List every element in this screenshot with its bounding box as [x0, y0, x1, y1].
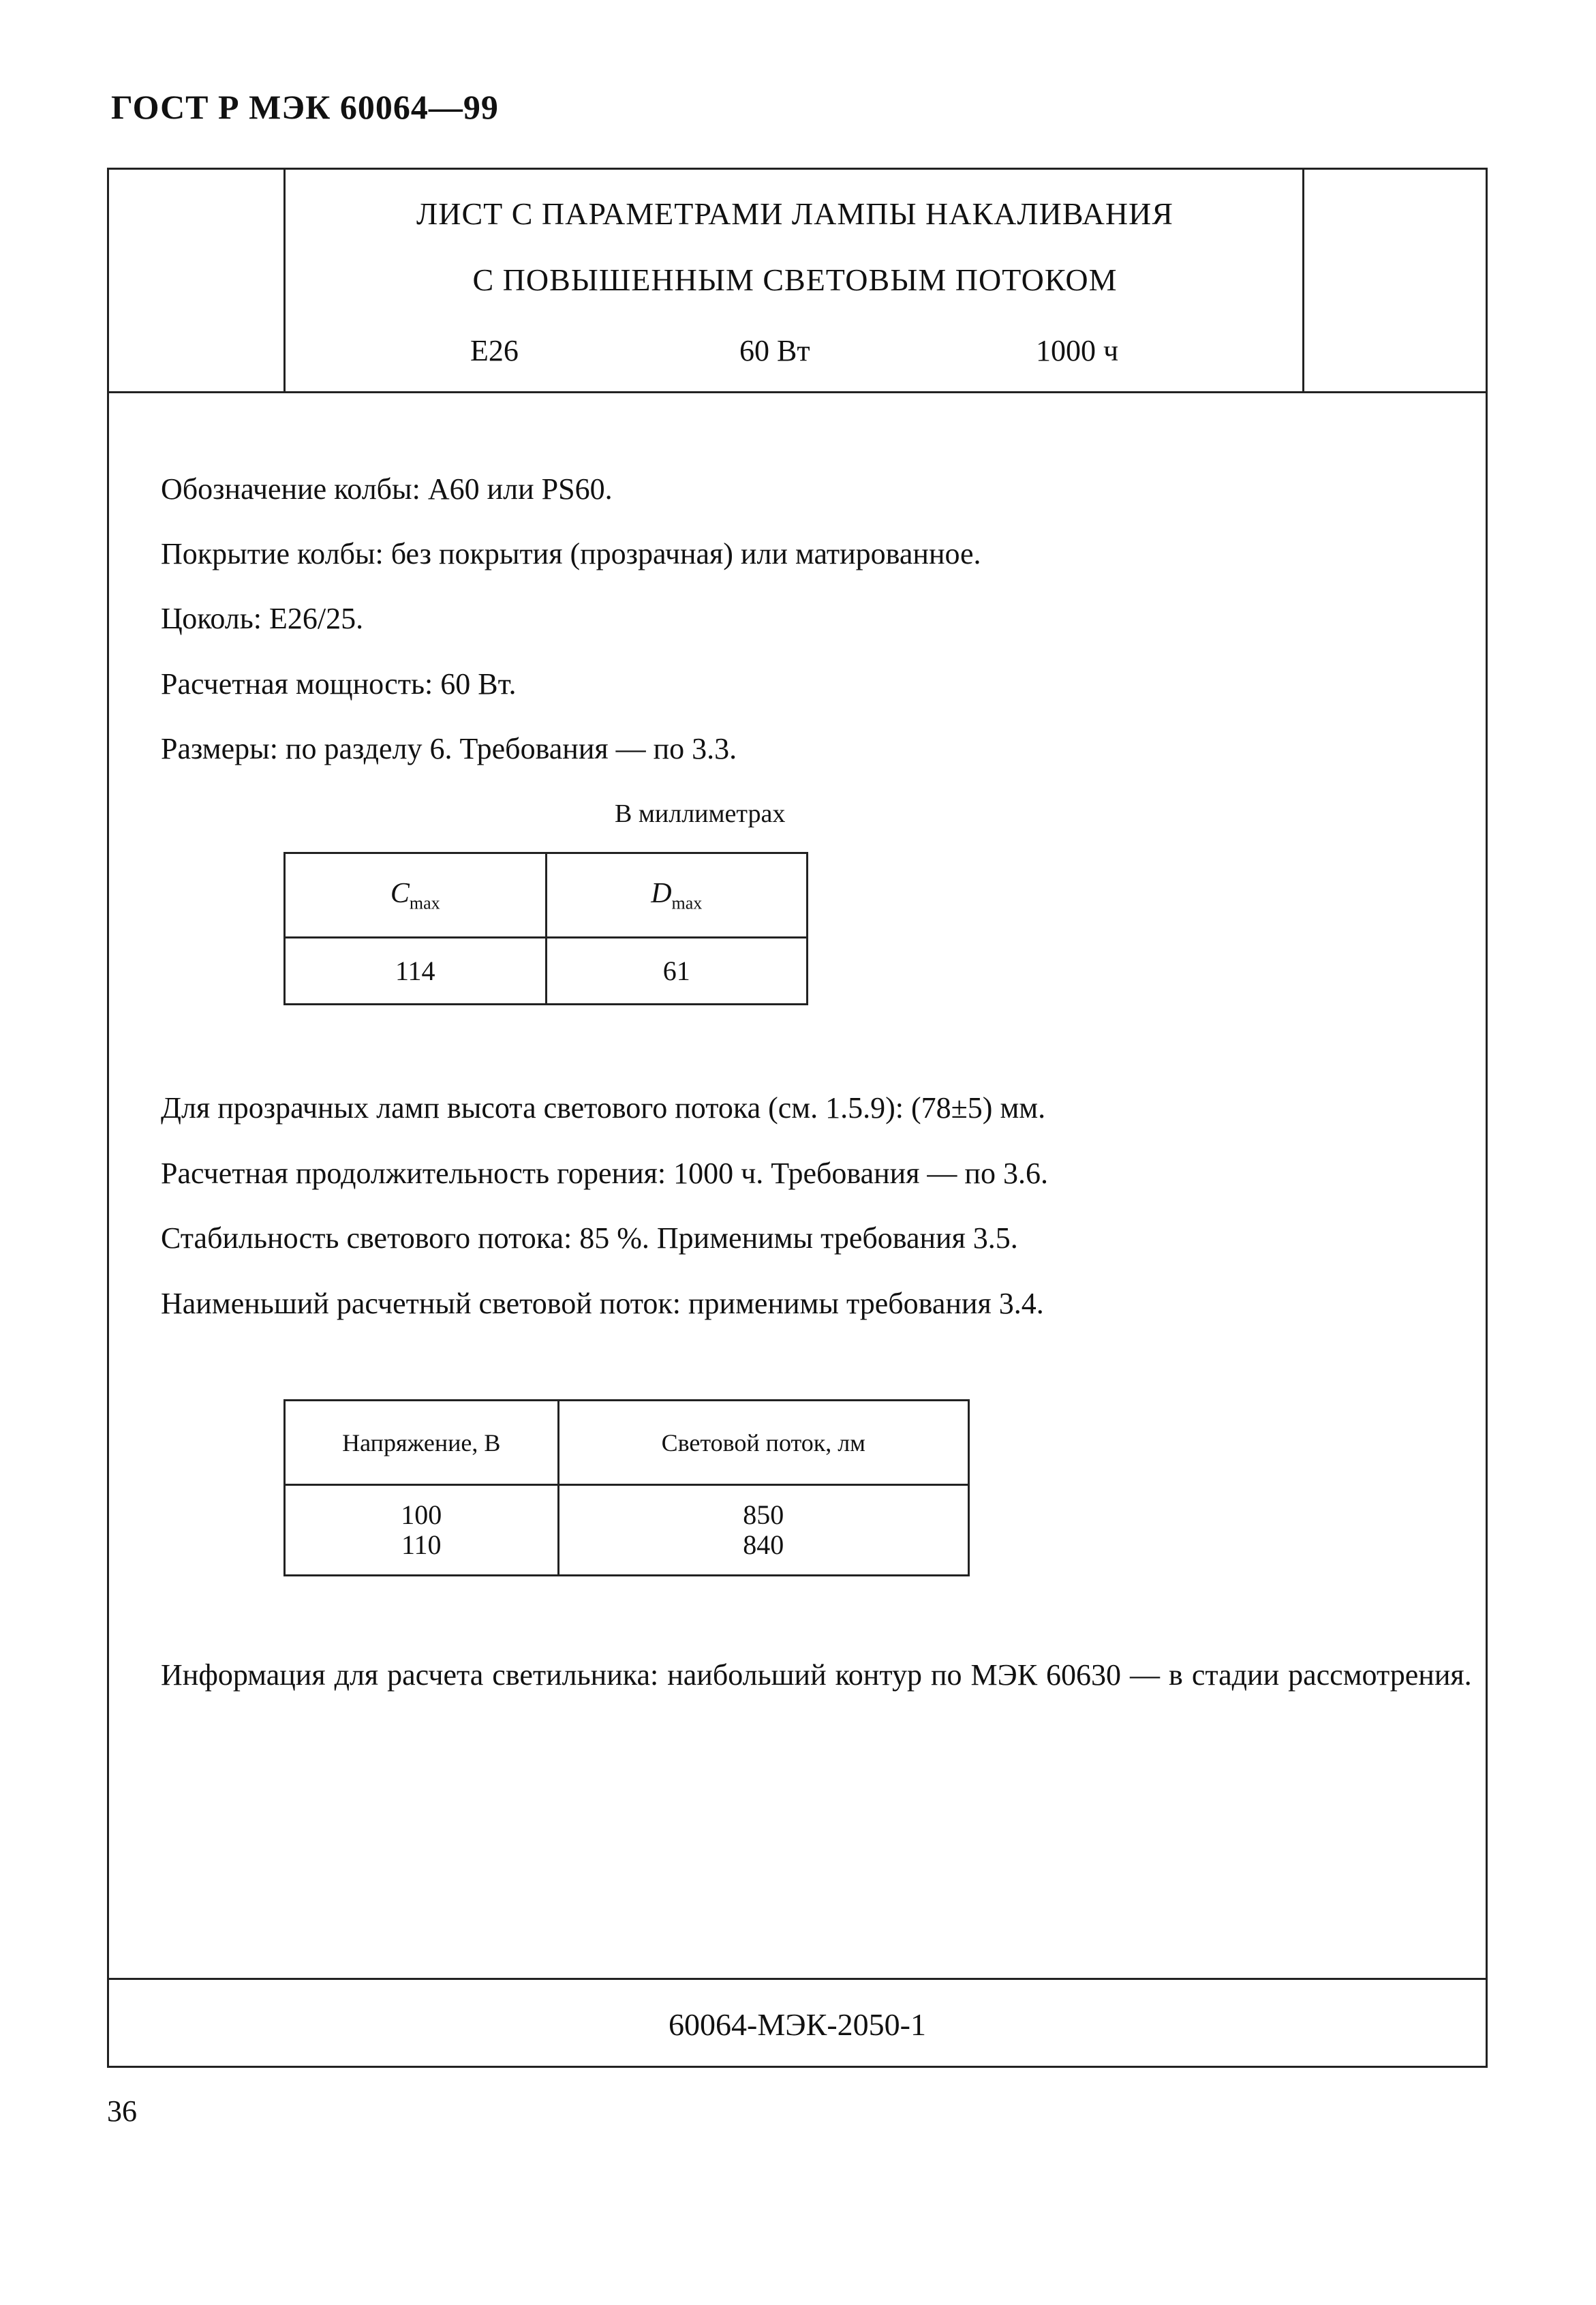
- dim-symbol-d: D: [651, 877, 672, 909]
- sheet-id: 60064-МЭК-2050-1: [669, 2007, 926, 2042]
- light-centre-height: Для прозрачных ламп высота светового потока (см. 1.5.9): (78±5) мм.: [161, 1091, 1046, 1125]
- dim-sub-c: max: [409, 893, 440, 913]
- dimensions-table: [283, 852, 808, 1005]
- table-row: [285, 853, 808, 938]
- units-note: В миллиметрах: [615, 799, 786, 828]
- table-row: [285, 1401, 969, 1485]
- voltage-value: 110: [401, 1529, 442, 1560]
- lumen-maintenance: Стабильность светового потока: 85 %. Применимы требования 3.5.: [161, 1221, 1018, 1255]
- dim-header-dmax: [546, 853, 808, 938]
- table-row: [285, 1485, 969, 1576]
- spec-life: 1000 ч: [1036, 334, 1119, 367]
- dim-value-dmax: 61: [546, 938, 808, 1005]
- page-number: 36: [107, 2094, 137, 2128]
- flux-value-cell: [558, 1485, 968, 1576]
- lamp-cap: Цоколь: E26/25.: [161, 602, 364, 635]
- flux-value: 840: [743, 1529, 784, 1560]
- bulb-designation: Обозначение колбы: А60 или PS60.: [161, 472, 613, 506]
- standard-code: ГОСТ Р МЭК 60064—99: [111, 88, 499, 126]
- dim-symbol-c: C: [390, 877, 410, 909]
- table-row: [285, 938, 808, 1005]
- flux-header-flux: Световой поток, лм: [558, 1401, 968, 1485]
- flux-table: [283, 1399, 970, 1576]
- flux-value: 850: [743, 1499, 784, 1530]
- flux-header-voltage: Напряжение, В: [285, 1401, 559, 1485]
- dimensions-note: Размеры: по разделу 6. Требования — по 3.3.: [161, 732, 737, 765]
- sheet-title-line2: С ПОВЫШЕННЫМ СВЕТОВЫМ ПОТОКОМ: [472, 262, 1118, 297]
- voltage-value: 100: [401, 1499, 442, 1530]
- spec-base: E26: [470, 334, 519, 367]
- flux-voltage-cell: [285, 1485, 559, 1576]
- header-left-cell: [109, 170, 286, 391]
- dim-sub-d: max: [671, 893, 703, 913]
- dim-value-cmax: 114: [285, 938, 547, 1005]
- rated-power: Расчетная мощность: 60 Вт.: [161, 667, 517, 701]
- dim-header-cmax: [285, 853, 547, 938]
- sheet-title-line1: ЛИСТ С ПАРАМЕТРАМИ ЛАМПЫ НАКАЛИВАНИЯ: [416, 196, 1173, 231]
- luminaire-design-info: Информация для расчета светильника: наибольший контур по МЭК 60630 — в стадии рассмотрения.: [161, 1658, 1472, 1692]
- header-divider: [109, 391, 1486, 393]
- spec-power: 60 Вт: [739, 334, 810, 367]
- footer-divider: [109, 1978, 1486, 1980]
- bulb-coating: Покрытие колбы: без покрытия (прозрачная) или матированное.: [161, 537, 981, 570]
- minimum-flux: Наименьший расчетный световой поток: применимы требования 3.4.: [161, 1287, 1044, 1320]
- header-right-cell: [1302, 170, 1486, 391]
- rated-life: Расчетная продолжительность горения: 1000 ч. Требования — по 3.6.: [161, 1157, 1048, 1190]
